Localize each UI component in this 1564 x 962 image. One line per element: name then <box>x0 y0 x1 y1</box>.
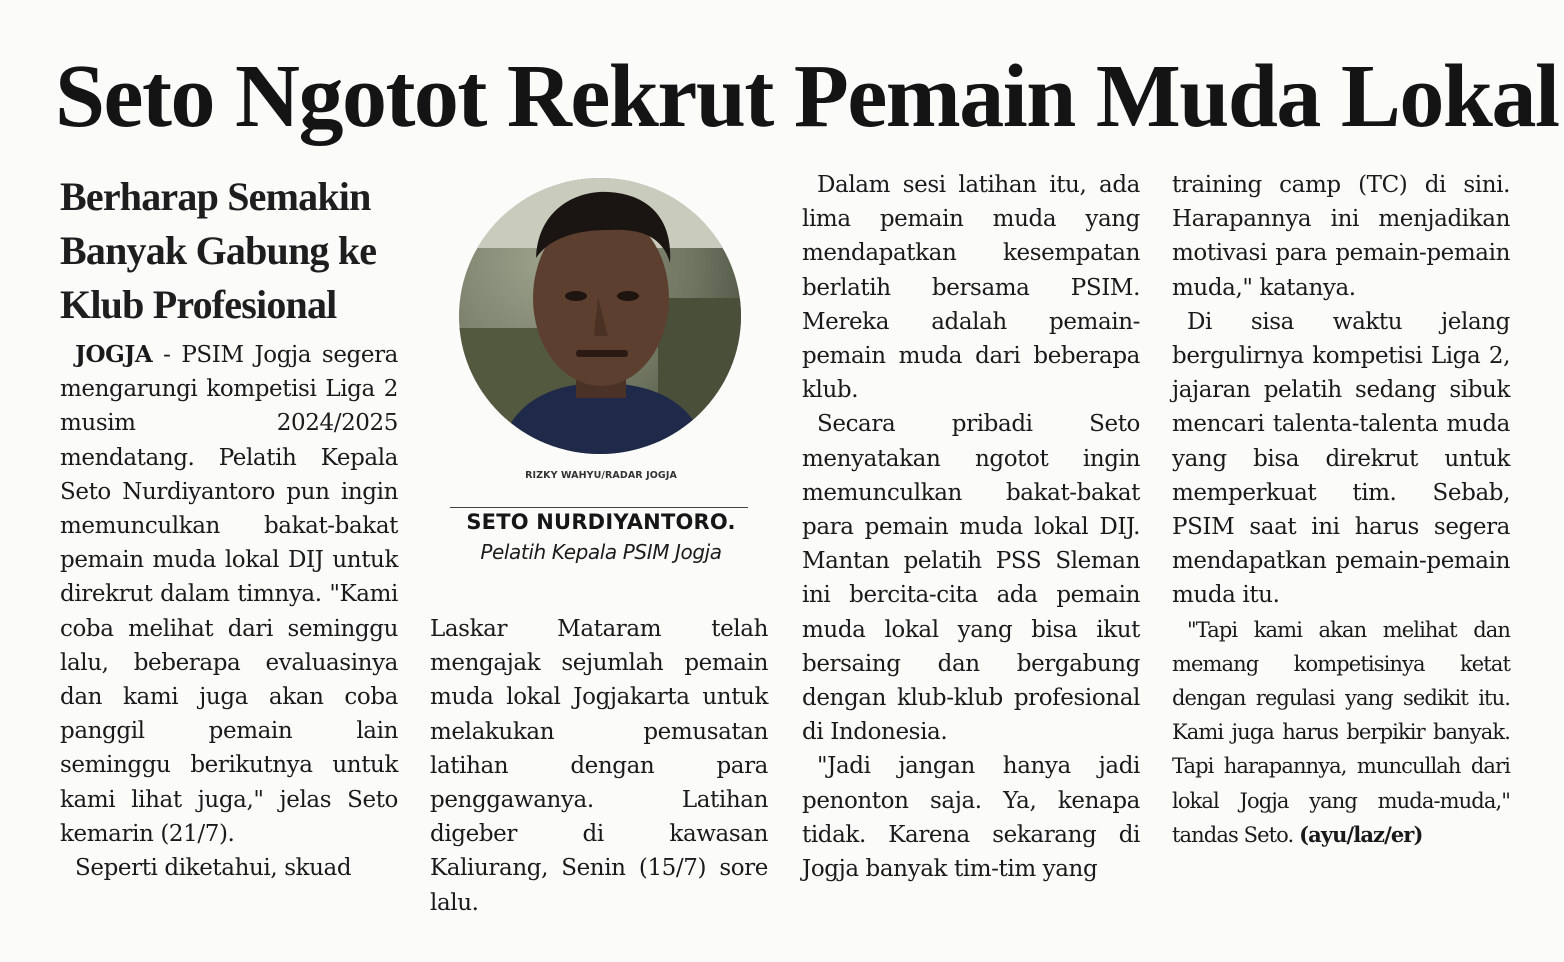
photo-caption-name: SETO NURDIYANTORO. <box>466 510 736 534</box>
paragraph: Di sisa waktu jelang bergulirnya kompetisi Liga 2, jajaran pelatih sedang sibuk mencari talenta-talenta muda yang bisa direkrut untuk memperkuat tim. Sebab, PSIM saat ini harus segera mendapatkan pemain-pemain muda itu. <box>1172 308 1510 609</box>
paragraph: "Jadi jangan hanya jadi penonton saja. Ya, kenapa tidak. Karena sekarang di Jogja banyak tim-tim yang <box>802 753 1140 883</box>
portrait-photo <box>458 178 742 458</box>
paragraph: Secara pribadi Seto menyatakan ngotot ingin memunculkan bakat-bakat para pemain muda lokal DIJ. Mantan pelatih PSS Sleman ini bercita-cita ada pemain muda lokal yang bisa ikut bersaing dan bergabung dengan klub-klub profesional di Indonesia. <box>802 411 1140 746</box>
column-2 <box>430 612 768 920</box>
portrait-photo-icon <box>458 178 742 458</box>
author-signature: (ayu/laz/er) <box>1299 821 1423 847</box>
photo-caption-role: Pelatih Kepala PSIM Jogja <box>480 540 722 564</box>
paragraph-text: "Tapi kami akan melihat dan memang kompetisinya ketat dengan regulasi yang sedikit itu. Kami juga harus berpikir banyak. Tapi harapannya, muncullah dari lokal Jogja yang muda-muda," tandas Seto. <box>1172 617 1510 847</box>
paragraph: Laskar Mataram telah mengajak sejumlah pemain muda lokal Jogjakarta untuk melakukan pemusatan latihan dengan para penggawanya. Latihan digeber di kawasan Kaliurang, Senin (15/7) sore lalu. <box>430 616 768 916</box>
caption-divider <box>450 507 748 508</box>
column-4 <box>1172 168 1510 852</box>
headline: Seto Ngotot Rekrut Pemain Muda Lokal <box>55 47 1559 146</box>
paragraph <box>60 338 398 851</box>
column-1 <box>60 338 398 885</box>
paragraph <box>1172 613 1510 852</box>
paragraph: Seperti diketahui, skuad <box>75 855 352 882</box>
paragraph: training camp (TC) di sini. Harapannya ini menjadikan motivasi para pemain-pemain muda," katanya. <box>1172 172 1510 301</box>
paragraph-text: - PSIM Jogja segera mengarungi kompetisi Liga 2 musim 2024/2025 mendatang. Pelatih Kepala Seto Nurdiyantoro pun ingin memunculkan bakat-bakat pemain muda lokal DIJ untuk direkrut dalam timnya. "Kami coba melihat dari seminggu lalu, beberapa evaluasinya dan kami juga akan coba panggil pemain lain seminggu berikutnya untuk kami lihat juga," jelas Seto kemarin (21/7). <box>60 342 398 847</box>
dateline: JOGJA <box>75 341 153 368</box>
column-3 <box>802 168 1140 886</box>
paragraph: Dalam sesi latihan itu, ada lima pemain muda yang mendapatkan kesempatan berlatih bersama PSIM. Mereka adalah pemain-pemain muda dari beberapa klub. <box>802 172 1140 404</box>
photo-credit: RIZKY WAHYU/RADAR JOGJA <box>525 470 677 481</box>
subheadline: Berharap Semakin Banyak Gabung ke Klub Profesional <box>60 174 377 327</box>
